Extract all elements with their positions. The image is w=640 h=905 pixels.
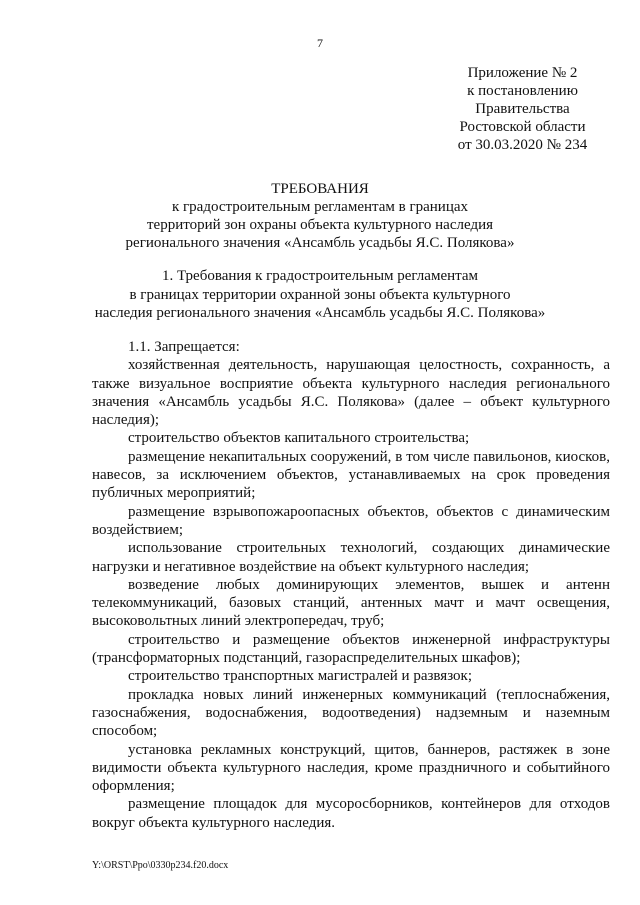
prohibition-item: возведение любых доминирующих элементов, вышек и антенн телекоммуникаций, базовых станций, антенных мачт и мачт освещения, высоковольтных линий электропередач, труб; [92,576,610,630]
appendix-line: от 30.03.2020 № 234 [457,137,588,153]
appendix-line: Правительства [475,101,570,117]
section-heading-line: наследия регионального значения «Ансамбль усадьбы Я.С. Полякова» [94,305,546,321]
title-line: к градостроительным регламентам в границах [171,199,469,215]
prohibition-item: строительство и размещение объектов инженерной инфраструктуры (трансформаторных подстанций, газораспределительных шкафов); [92,631,610,667]
prohibition-item: хозяйственная деятельность, нарушающая целостность, сохранность, а также визуальное восприятие объекта культурного наследия регионального значения «Ансамбль усадьбы Я.С. Полякова» (далее – объект культурного наследия); [92,357,610,429]
page-number: 7 [317,36,323,50]
prohibition-item: прокладка новых линий инженерных коммуникаций (теплоснабжения, газоснабжения, водоснабжения, водоотведения) надземным и наземным способом; [92,686,610,740]
section-heading-line: в границах территории охранной зоны объекта культурного [129,286,511,303]
prohibition-item: строительство транспортных магистралей и развязок; [128,668,472,685]
title-line: территорий зон охраны объекта культурного наследия [147,217,493,233]
prohibition-item: размещение некапитальных сооружений, в том числе павильонов, киосков, навесов, за исключением объектов, устанавливаемых на срок проведения публичных мероприятий; [92,448,610,502]
title-line: регионального значения «Ансамбль усадьбы Я.С. Полякова» [125,235,515,251]
appendix-line: Ростовской области [459,119,586,135]
title-heading: ТРЕБОВАНИЯ [271,181,369,197]
appendix-line: к постановлению [467,83,578,99]
section-heading [0,267,640,323]
appendix-line: Приложение № 2 [467,65,578,81]
prohibition-item: установка рекламных конструкций, щитов, баннеров, растяжек в зоне видимости объекта культурного наследия, кроме праздничного и событийного оформления; [92,741,610,795]
prohibition-item: размещение площадок для мусоросборников, контейнеров для отходов вокруг объекта культурного наследия. [92,796,610,831]
prohibition-item: размещение взрывопожароопасных объектов, объектов с динамическим воздействием; [92,503,610,538]
prohibition-item: строительство объектов капитального строительства; [128,430,470,447]
body-text [92,338,610,832]
section-heading-line: 1. Требования к градостроительным регламентам [161,268,479,284]
footer-file-path: Y:\ORST\Ppo\0330p234.f20.docx [92,860,229,871]
appendix-block [440,64,605,154]
document-title [0,180,640,252]
prohibition-item: использование строительных технологий, создающих динамические нагрузки и негативное воздействие на объект культурного наследия; [92,540,610,575]
subsection-intro: 1.1. Запрещается: [128,339,240,355]
